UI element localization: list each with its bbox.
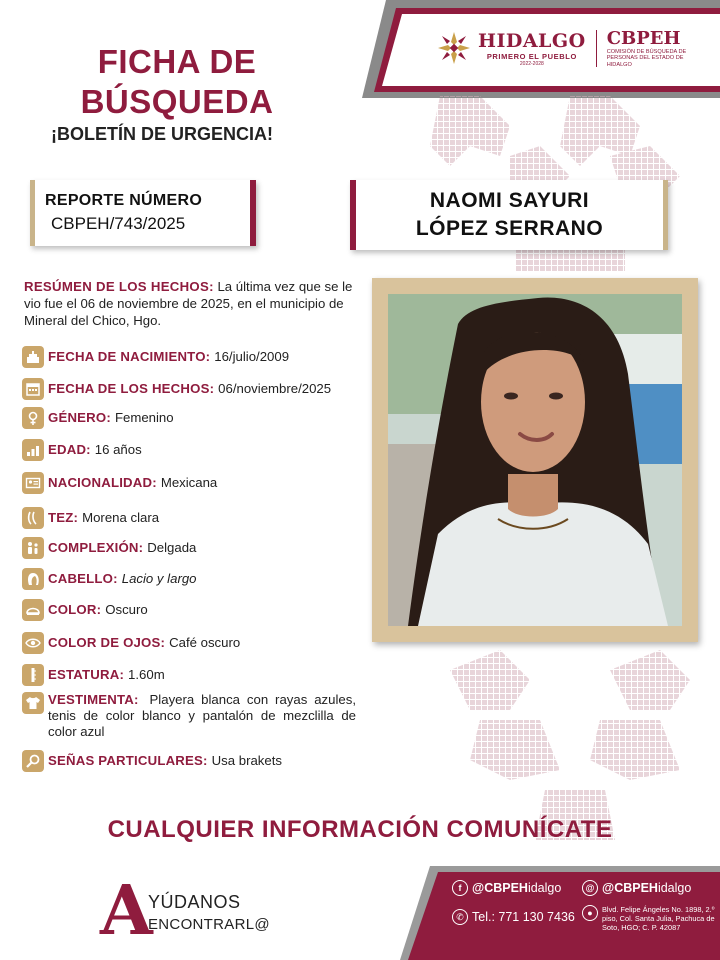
- calendar-icon: [22, 378, 44, 400]
- report-number: CBPEH/743/2025: [51, 214, 186, 233]
- hidalgo-logo-text: HIDALGO: [478, 29, 586, 52]
- hidalgo-years: 2022-2028: [519, 60, 544, 67]
- field-birth-date: FECHA DE NACIMIENTO: 16/julio/2009: [22, 349, 356, 368]
- twitter-contact[interactable]: @ @CBPEH idalgo: [582, 880, 691, 896]
- gender-icon: [22, 407, 44, 429]
- missing-person-photo: [388, 294, 682, 626]
- ayudanos-logo-letter: A: [100, 871, 153, 951]
- id-card-icon: [22, 472, 44, 494]
- hidalgo-emblem-icon: [436, 30, 472, 66]
- phone-icon: ✆: [452, 909, 468, 925]
- hidalgo-tagline: PRIMERO EL PUEBLO: [486, 51, 577, 61]
- shirt-icon: [22, 692, 44, 714]
- cbpeh-logo-text: CBPEH: [606, 27, 681, 49]
- field-build: COMPLEXIÓN: Delgada: [22, 540, 356, 559]
- field-height: ESTATURA: 1.60m: [22, 667, 356, 686]
- facebook-icon: f: [452, 880, 468, 896]
- person-name-box: [350, 180, 668, 250]
- facts-summary: [24, 278, 356, 329]
- clothing-text: VESTIMENTA: Playera blanca con rayas azules, tenis de color blanco y pantalón de mezclilla de color azul: [48, 692, 356, 739]
- twitter-icon: @: [582, 880, 598, 896]
- field-distinctive-marks: SEÑAS PARTICULARES: Usa brakets: [22, 753, 356, 772]
- field-incident-date: FECHA DE LOS HECHOS: 06/noviembre/2025: [22, 381, 356, 400]
- field-age: EDAD: 16 años: [22, 442, 356, 461]
- location-pin-icon: ●: [582, 905, 598, 921]
- phone-contact[interactable]: ✆ Tel.: 771 130 7436: [452, 909, 575, 925]
- cake-icon: [22, 346, 44, 368]
- field-eye-color: COLOR DE OJOS: Café oscuro: [22, 635, 356, 654]
- hair-color-icon: [22, 599, 44, 621]
- address-contact: ● Blvd. Felipe Ángeles No. 1898, 2.º piso, Col. Santa Julia, Pachuca de Soto, HGO; C. P. 42087: [582, 905, 720, 932]
- bird-pattern-bottom: [440, 640, 710, 840]
- ayudanos-logo: [100, 871, 320, 951]
- eye-icon: [22, 632, 44, 654]
- contact-call-to-action: CUALQUIER INFORMACIÓN COMUNÍCATE: [107, 816, 613, 843]
- hair-icon: [22, 568, 44, 590]
- page-title: FICHA DE BÚSQUEDA: [80, 43, 274, 120]
- report-label: REPORTE NÚMERO: [45, 192, 203, 209]
- magnifier-icon: [22, 750, 44, 772]
- field-gender: GÉNERO: Femenino: [22, 410, 356, 429]
- field-skin: TEZ: Morena clara: [22, 510, 356, 529]
- field-nationality: NACIONALIDAD: Mexicana: [22, 475, 356, 494]
- field-clothing: [22, 692, 356, 740]
- field-hair: CABELLO: Lacio y largo: [22, 571, 356, 590]
- age-icon: [22, 439, 44, 461]
- skin-icon: [22, 507, 44, 529]
- person-name-line1: NAOMI SAYURI: [429, 189, 590, 212]
- ruler-icon: [22, 664, 44, 686]
- ayudanos-logo-line1: YÚDANOS: [148, 892, 241, 912]
- cbpeh-description: COMISIÓN DE BÚSQUEDA DE PERSONAS DEL ESTADO DE HIDALGO: [606, 48, 687, 68]
- photo-frame: [372, 278, 698, 642]
- field-hair-color: COLOR: Oscuro: [22, 602, 356, 621]
- ayudanos-logo-line2: ENCONTRARL@: [148, 916, 270, 933]
- body-icon: [22, 537, 44, 559]
- institution-logos: [436, 26, 687, 70]
- facebook-contact[interactable]: f @CBPEH idalgo: [452, 880, 561, 896]
- summary-label: RESÚMEN DE LOS HECHOS:: [24, 279, 214, 294]
- summary-text: La última vez que se le vio fue el 06 de noviembre de 2025, en el municipio de Mineral del Chico, Hgo.: [24, 279, 353, 328]
- report-number-box: [30, 180, 256, 246]
- person-name-line2: LÓPEZ SERRANO: [415, 217, 604, 240]
- page-subtitle: ¡BOLETÍN DE URGENCIA!: [51, 124, 273, 144]
